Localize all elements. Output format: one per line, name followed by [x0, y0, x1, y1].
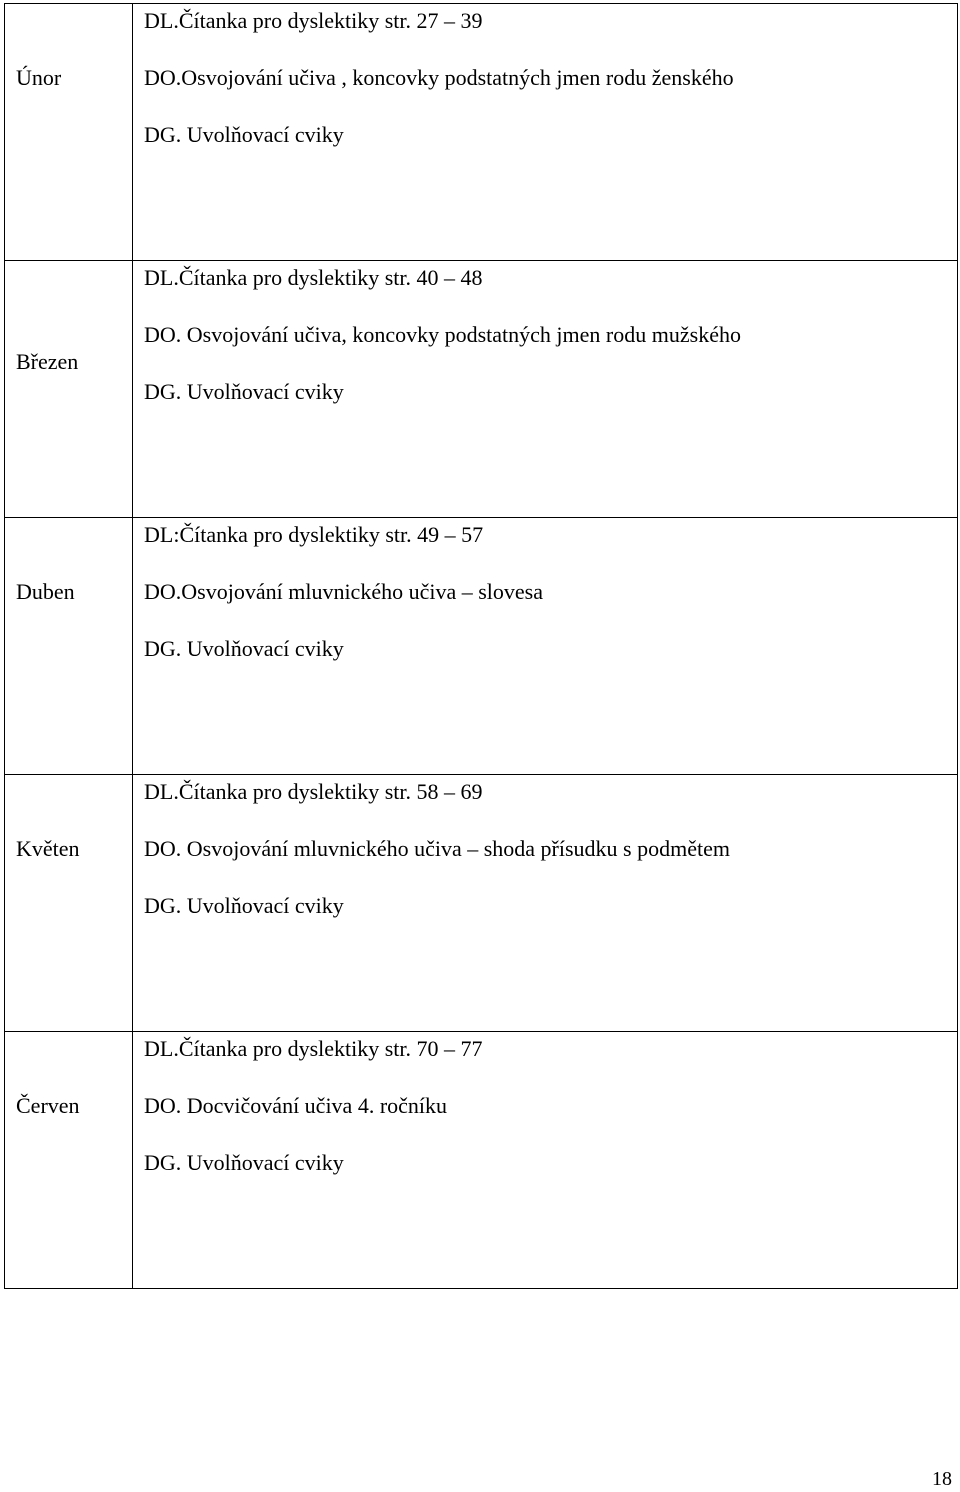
writing-line: DO. Osvojování mluvnického učiva – shoda přísudku s podmětem	[144, 836, 730, 861]
writing-line: DO.Osvojování učiva , koncovky podstatných jmen rodu ženského	[144, 65, 734, 90]
graphomotor-line: DG. Uvolňovací cviky	[144, 122, 344, 147]
writing-line: DO. Osvojování učiva, koncovky podstatných jmen rodu mužského	[144, 322, 741, 347]
month-label: Květen	[16, 836, 80, 861]
table-row	[5, 775, 958, 1032]
month-cell	[5, 775, 133, 1032]
reading-line: DL.Čítanka pro dyslektiky str. 58 – 69	[144, 779, 483, 804]
content-cell	[133, 775, 958, 1032]
month-label: Březen	[16, 349, 79, 374]
monthly-plan-table	[4, 3, 958, 1289]
reading-line: DL.Čítanka pro dyslektiky str. 40 – 48	[144, 265, 483, 290]
writing-line: DO. Docvičování učiva 4. ročníku	[144, 1093, 448, 1118]
content-cell	[133, 1032, 958, 1289]
graphomotor-line: DG. Uvolňovací cviky	[144, 379, 344, 404]
content-cell	[133, 4, 958, 261]
month-cell	[5, 1032, 133, 1289]
reading-line: DL:Čítanka pro dyslektiky str. 49 – 57	[144, 522, 484, 547]
table-row	[5, 518, 958, 775]
month-label: Červen	[16, 1093, 80, 1118]
graphomotor-line: DG. Uvolňovací cviky	[144, 1150, 344, 1175]
month-cell	[5, 261, 133, 518]
month-label: Duben	[16, 579, 75, 604]
page-number: 18	[932, 1468, 952, 1490]
graphomotor-line: DG. Uvolňovací cviky	[144, 636, 344, 661]
writing-line: DO.Osvojování mluvnického učiva – slovesa	[144, 579, 543, 604]
month-cell	[5, 518, 133, 775]
graphomotor-line: DG. Uvolňovací cviky	[144, 893, 344, 918]
month-label: Únor	[16, 65, 62, 90]
reading-line: DL.Čítanka pro dyslektiky str. 27 – 39	[144, 8, 483, 33]
reading-line: DL.Čítanka pro dyslektiky str. 70 – 77	[144, 1036, 483, 1061]
content-cell	[133, 261, 958, 518]
table-row	[5, 1032, 958, 1289]
content-cell	[133, 518, 958, 775]
table-row	[5, 261, 958, 518]
table-row	[5, 4, 958, 261]
month-cell	[5, 4, 133, 261]
